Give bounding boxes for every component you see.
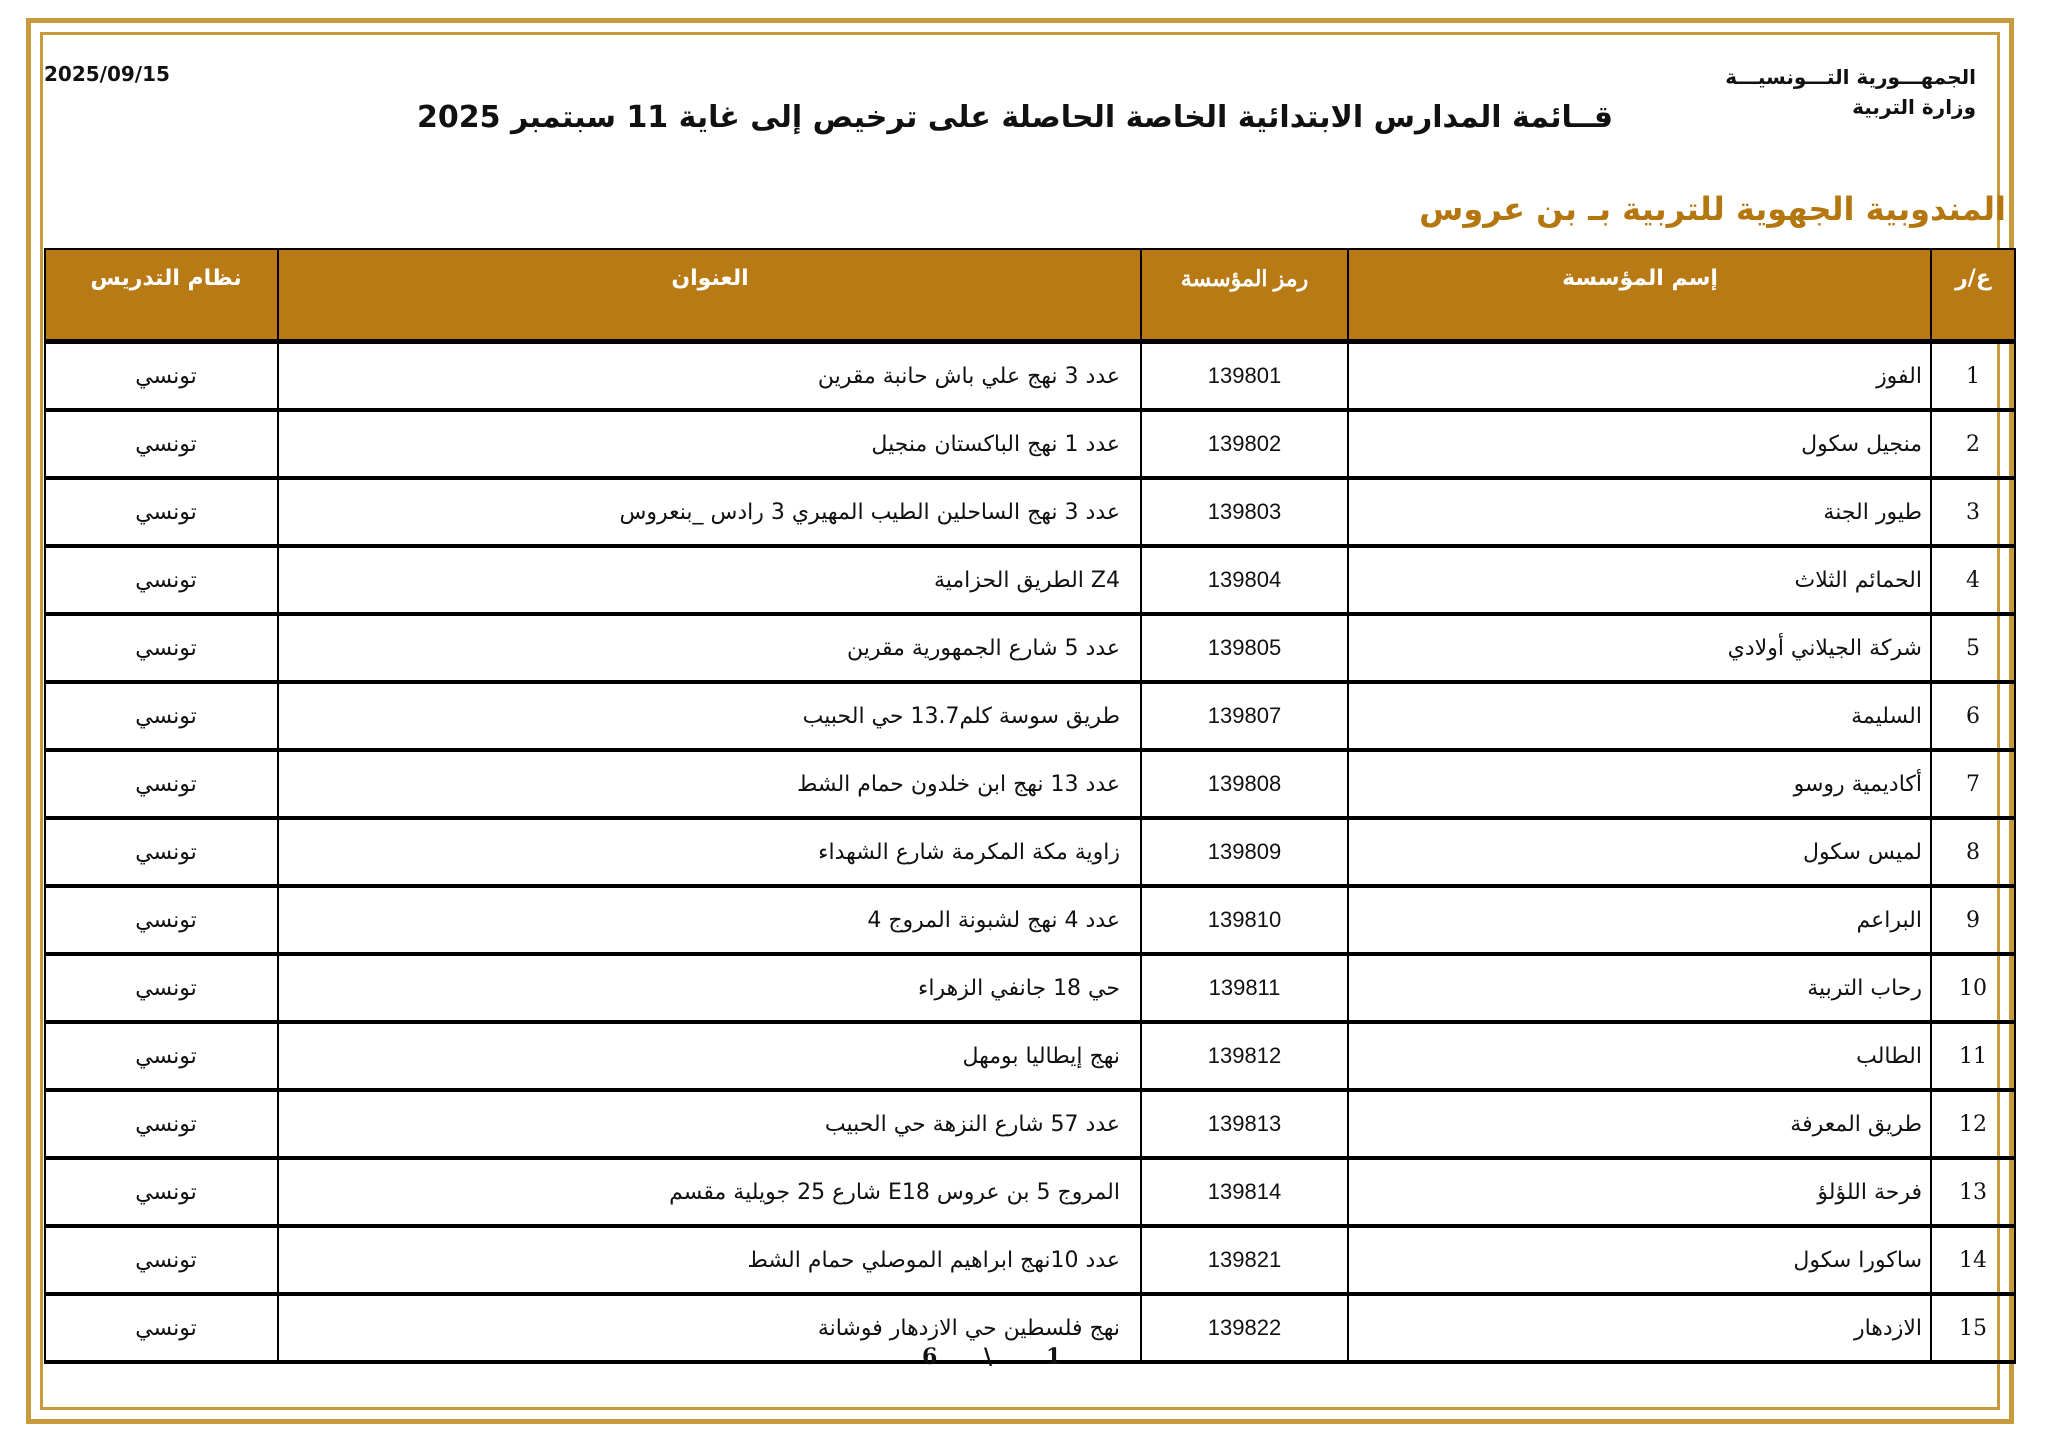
cell-num: 12: [1931, 1090, 2015, 1158]
cell-address: عدد 5 شارع الجمهورية مقرين: [278, 614, 1141, 682]
cell-address: عدد 13 نهج ابن خلدون حمام الشط: [278, 750, 1141, 818]
cell-code: 139814: [1141, 1158, 1348, 1226]
cell-system: تونسي: [45, 750, 278, 818]
header-code: رمز المؤسسة: [1141, 249, 1348, 342]
header-name: إسم المؤسسة: [1348, 249, 1931, 342]
ministry-label: وزارة التربية: [1852, 95, 1976, 119]
cell-address: زاوية مكة المكرمة شارع الشهداء: [278, 818, 1141, 886]
cell-address: عدد 4 نهج لشبونة المروج 4: [278, 886, 1141, 954]
cell-code: 139811: [1141, 954, 1348, 1022]
cell-name: الازدهار: [1348, 1294, 1931, 1362]
header-system: نظام التدريس: [45, 249, 278, 342]
cell-code: 139803: [1141, 478, 1348, 546]
cell-num: 15: [1931, 1294, 2015, 1362]
cell-name: السليمة: [1348, 682, 1931, 750]
table-body: [45, 342, 2015, 1363]
cell-address: المروج 5 بن عروس E18 شارع 25 جويلية مقسم: [278, 1158, 1141, 1226]
table-row: [45, 1090, 2015, 1158]
cell-address: طريق سوسة كلم13.7 حي الحبيب: [278, 682, 1141, 750]
cell-num: 7: [1931, 750, 2015, 818]
page-indicator: [900, 1344, 1100, 1374]
cell-code: 139804: [1141, 546, 1348, 614]
cell-name: طريق المعرفة: [1348, 1090, 1931, 1158]
cell-address: Z4 الطريق الحزامية: [278, 546, 1141, 614]
cell-system: تونسي: [45, 818, 278, 886]
page-total: 6: [922, 1344, 938, 1370]
cell-num: 8: [1931, 818, 2015, 886]
cell-num: 2: [1931, 410, 2015, 478]
republic-label: الجمهـــورية التـــونسيـــة: [1725, 65, 1976, 89]
cell-system: تونسي: [45, 954, 278, 1022]
cell-address: نهج فلسطين حي الازدهار فوشانة: [278, 1294, 1141, 1362]
document-date: 2025/09/15: [44, 62, 170, 86]
cell-code: 139809: [1141, 818, 1348, 886]
cell-system: تونسي: [45, 1090, 278, 1158]
cell-address: عدد 10نهج ابراهيم الموصلي حمام الشط: [278, 1226, 1141, 1294]
cell-name: البراعم: [1348, 886, 1931, 954]
cell-address: عدد 3 نهج علي باش حانبة مقرين: [278, 342, 1141, 411]
cell-code: 139808: [1141, 750, 1348, 818]
cell-code: 139807: [1141, 682, 1348, 750]
cell-system: تونسي: [45, 478, 278, 546]
cell-system: تونسي: [45, 1294, 278, 1362]
page-current: 1: [1046, 1344, 1062, 1370]
cell-name: الفوز: [1348, 342, 1931, 411]
cell-code: 139822: [1141, 1294, 1348, 1362]
cell-system: تونسي: [45, 886, 278, 954]
table-row: [45, 614, 2015, 682]
cell-code: 139813: [1141, 1090, 1348, 1158]
cell-name: الحمائم الثلاث: [1348, 546, 1931, 614]
document-title: قــائمة المدارس الابتدائية الخاصة الحاصلة على ترخيص إلى غاية 11 سبتمبر 2025: [417, 100, 1613, 135]
table-row: [45, 818, 2015, 886]
cell-code: 139810: [1141, 886, 1348, 954]
cell-address: عدد 1 نهج الباكستان منجيل: [278, 410, 1141, 478]
cell-system: تونسي: [45, 1226, 278, 1294]
cell-name: الطالب: [1348, 1022, 1931, 1090]
table-row: [45, 478, 2015, 546]
header-address: العنوان: [278, 249, 1141, 342]
cell-address: عدد 3 نهج الساحلين الطيب المهيري 3 رادس _بنعروس: [278, 478, 1141, 546]
cell-system: تونسي: [45, 342, 278, 411]
cell-system: تونسي: [45, 682, 278, 750]
cell-system: تونسي: [45, 1158, 278, 1226]
table-row: [45, 1226, 2015, 1294]
table-row: [45, 546, 2015, 614]
cell-system: تونسي: [45, 1022, 278, 1090]
cell-name: ساكورا سكول: [1348, 1226, 1931, 1294]
cell-name: لميس سكول: [1348, 818, 1931, 886]
cell-name: أكاديمية روسو: [1348, 750, 1931, 818]
cell-name: فرحة اللؤلؤ: [1348, 1158, 1931, 1226]
cell-address: نهج إيطاليا بومهل: [278, 1022, 1141, 1090]
cell-num: 11: [1931, 1022, 2015, 1090]
table-row: [45, 410, 2015, 478]
cell-num: 14: [1931, 1226, 2015, 1294]
cell-system: تونسي: [45, 614, 278, 682]
cell-code: 139812: [1141, 1022, 1348, 1090]
header-num: ع/ر: [1931, 249, 2015, 342]
cell-num: 10: [1931, 954, 2015, 1022]
table-row: [45, 750, 2015, 818]
cell-code: 139801: [1141, 342, 1348, 411]
cell-system: تونسي: [45, 410, 278, 478]
table-row: [45, 682, 2015, 750]
region-heading: المندوبية الجهوية للتربية بـ بن عروس: [1419, 190, 2006, 228]
cell-num: 5: [1931, 614, 2015, 682]
cell-num: 9: [1931, 886, 2015, 954]
cell-code: 139805: [1141, 614, 1348, 682]
cell-num: 3: [1931, 478, 2015, 546]
cell-system: تونسي: [45, 546, 278, 614]
table-row: [45, 1022, 2015, 1090]
cell-name: طيور الجنة: [1348, 478, 1931, 546]
cell-num: 1: [1931, 342, 2015, 411]
cell-name: منجيل سكول: [1348, 410, 1931, 478]
schools-table: [44, 248, 2016, 1364]
cell-address: حي 18 جانفي الزهراء: [278, 954, 1141, 1022]
table-row: [45, 1158, 2015, 1226]
cell-num: 6: [1931, 682, 2015, 750]
table-row: [45, 886, 2015, 954]
table-header-row: [45, 249, 2015, 342]
cell-num: 4: [1931, 546, 2015, 614]
cell-name: شركة الجيلاني أولادي: [1348, 614, 1931, 682]
table-row: [45, 342, 2015, 411]
page-separator: \: [984, 1344, 993, 1370]
table-row: [45, 954, 2015, 1022]
cell-code: 139821: [1141, 1226, 1348, 1294]
cell-num: 13: [1931, 1158, 2015, 1226]
cell-name: رحاب التربية: [1348, 954, 1931, 1022]
cell-address: عدد 57 شارع النزهة حي الحبيب: [278, 1090, 1141, 1158]
cell-code: 139802: [1141, 410, 1348, 478]
